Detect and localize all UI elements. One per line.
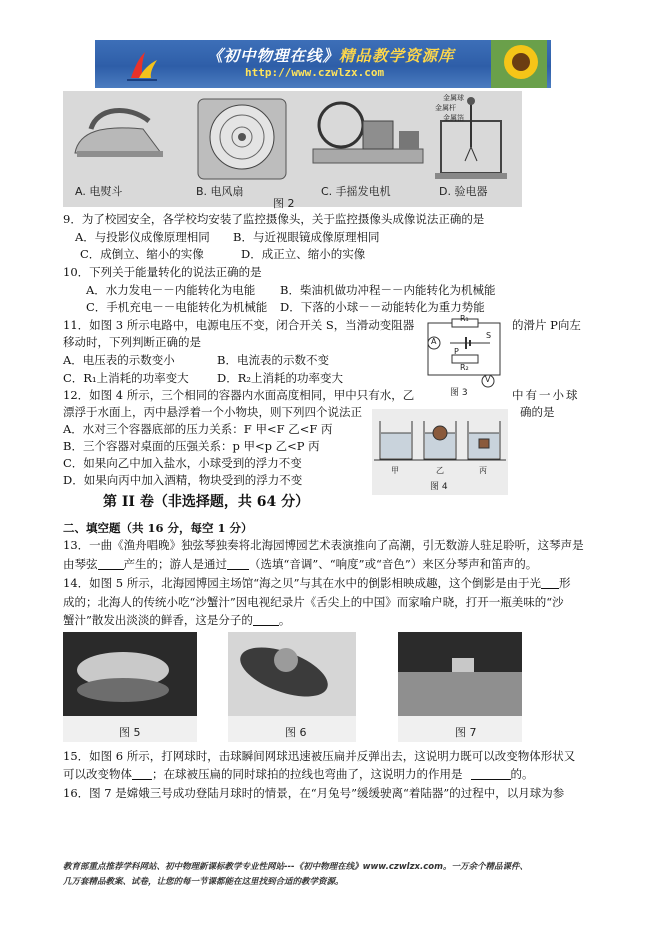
q16-line-1: 16．图 7 是嫦娥三号成功登陆月球时的情景，在“月兔号”缓缓驶离“着陆器”的过程中，以月球为参: [63, 786, 565, 800]
circuit-label-p: P: [454, 347, 459, 356]
q13-line-1: 13．一曲《渔舟唱晚》独弦琴独奏将北海园博园艺术表演推向了高潮，引无数游人驻足聆听，这琴声是: [63, 538, 584, 552]
container-label-yi: 乙: [436, 466, 444, 475]
site-logo-icon: [125, 48, 159, 82]
section-2-heading: 二、填空题（共 16 分，每空 1 分）: [63, 521, 253, 535]
q9-option-d: D．成正立、缩小的实像: [241, 247, 366, 261]
electroscope-label-foil: 金属箔: [443, 114, 464, 122]
container-label-jia: 甲: [391, 466, 399, 475]
figure-2: [63, 91, 522, 210]
electric-fan-icon: [198, 99, 286, 179]
q12-option-a: A．水对三个容器底部的压力关系：F 甲<F 乙<F 丙: [63, 422, 333, 436]
q14-line-3: 蟹汁”散发出淡淡的鲜香，这是分子的 。: [63, 613, 291, 627]
q12-option-c: C．如果向乙中加入盐水，小球受到的浮力不变: [63, 456, 302, 470]
q14-blank-2[interactable]: [253, 614, 279, 626]
figure-3-circuit: [420, 314, 507, 398]
q14-line-1: 14．如图 5 所示，北海园博园主场馆“海之贝”与其在水中的倒影相映成趣，这个倒影是由于光 形: [63, 576, 571, 590]
q13-blank-2[interactable]: [227, 558, 249, 570]
circuit-label-r1: R₁: [460, 314, 469, 323]
q12-stem-right: 中有一小球: [512, 388, 580, 402]
q11-option-a: A．电压表的示数变小: [63, 353, 175, 367]
figure-2-caption: 图 2: [273, 197, 295, 210]
q9-stem: 9．为了校园安全，各学校均安装了监控摄像头，关于监控摄像头成像说法正确的是: [63, 212, 485, 226]
banner-title: 《初中物理在线》精品教学资源库: [207, 46, 455, 65]
figure-2-item-c: C. 手摇发电机: [321, 185, 391, 198]
q12-option-d: D．如果向丙中加入酒精，物块受到的浮力不变: [63, 473, 303, 487]
part-2-title: 第 II 卷（非选择题，共 64 分）: [103, 494, 310, 510]
q11-stem-right: 的滑片 P向左: [512, 318, 581, 332]
circuit-label-s: S: [486, 331, 492, 340]
q13-blank-1[interactable]: [98, 558, 124, 570]
q13-line-2: 由琴弦 产生的；游人是通过 （选填“音调”、“响度”或“音色”）来区分琴声和笛声的。: [63, 557, 538, 571]
q10-option-a: A．水力发电－－内能转化为电能: [86, 283, 256, 297]
q10-stem: 10．下列关于能量转化的说法正确的是: [63, 265, 262, 279]
sunflower-icon: [491, 40, 547, 88]
q11-stem-left: 11．如图 3 所示电路中，电源电压不变，闭合开关 S，当滑动变阻器: [63, 318, 415, 332]
figure-3-caption: 图 3: [450, 388, 468, 398]
q11-option-c: C．R₁上消耗的功率变大: [63, 371, 189, 385]
q12-stem-left: 12．如图 4 所示，三个相同的容器内水面高度相同，甲中只有水，乙: [63, 388, 415, 402]
q9-option-a: A．与投影仪成像原理相同: [75, 230, 210, 244]
q12-stem-2-right: 确的是: [520, 405, 555, 419]
q12-option-b: B．三个容器对桌面的压强关系：p 甲<p 乙<P 丙: [63, 439, 320, 453]
circuit-label-voltmeter: V: [485, 375, 491, 384]
electroscope-label-rod: 金属杆: [435, 104, 456, 112]
figure-2-item-a: A. 电熨斗: [75, 185, 123, 198]
q11-stem-2: 移动时，下列判断正确的是: [63, 335, 201, 349]
q10-option-b: B．柴油机做功冲程－－内能转化为机械能: [280, 283, 496, 297]
figure-5-caption: 图 5: [119, 726, 141, 739]
figure-2-item-d: D. 验电器: [439, 185, 488, 198]
q14-line-2: 成的；北海人的传统小吃“沙蟹汁”因电视纪录片《舌尖上的中国》而家喻户晓，打开一瓶美味的“沙: [63, 595, 564, 609]
q15-blank-1[interactable]: [132, 768, 152, 780]
figures-5-6-7: [63, 632, 522, 742]
site-banner: [95, 40, 551, 88]
q10-option-d: D．下落的小球－－动能转化为重力势能: [280, 300, 485, 314]
container-label-bing: 丙: [479, 466, 487, 475]
q15-blank-2[interactable]: [471, 768, 511, 780]
figure-6-caption: 图 6: [285, 726, 307, 739]
q11-option-b: B．电流表的示数不变: [217, 353, 329, 367]
q12-stem-2-left: 漂浮于水面上，丙中悬浮着一个小物块，则下列四个说法正: [63, 405, 362, 419]
banner-url: http://www.czwlzx.com: [245, 66, 385, 79]
electroscope-label-ball: 金属球: [443, 94, 464, 102]
q14-blank-1[interactable]: [541, 577, 559, 589]
q9-option-b: B．与近视眼镜成像原理相同: [233, 230, 380, 244]
figure-2-item-b: B. 电风扇: [196, 185, 244, 198]
footer-line-1: 教育部重点推荐学科网站、初中物理新课标教学专业性网站---《初中物理在线》www.czwlzx.com。一万余个精品课件、: [63, 862, 528, 872]
figure-4-containers: [372, 409, 508, 495]
figure-7-caption: 图 7: [455, 726, 477, 739]
q11-option-d: D．R₂上消耗的功率变大: [217, 371, 343, 385]
figure-4-caption: 图 4: [430, 482, 448, 492]
footer-line-2: 几万套精品教案、试卷，让您的每一节课都能在这里找到合适的教学资源。: [63, 877, 344, 887]
q10-option-c: C．手机充电－－电能转化为机械能: [86, 300, 268, 314]
circuit-label-ammeter: A: [431, 337, 437, 346]
q9-option-c: C．成倒立、缩小的实像: [80, 247, 204, 261]
q15-line-1: 15．如图 6 所示，打网球时，击球瞬间网球迅速被压扁并反弹出去，这说明力既可以改变物体形状又: [63, 749, 576, 763]
q15-line-2: 可以改变物体 ；在球被压扁的同时球拍的拉线也弯曲了，这说明力的作用是 的。: [63, 767, 534, 781]
circuit-label-r2: R₂: [460, 363, 469, 372]
